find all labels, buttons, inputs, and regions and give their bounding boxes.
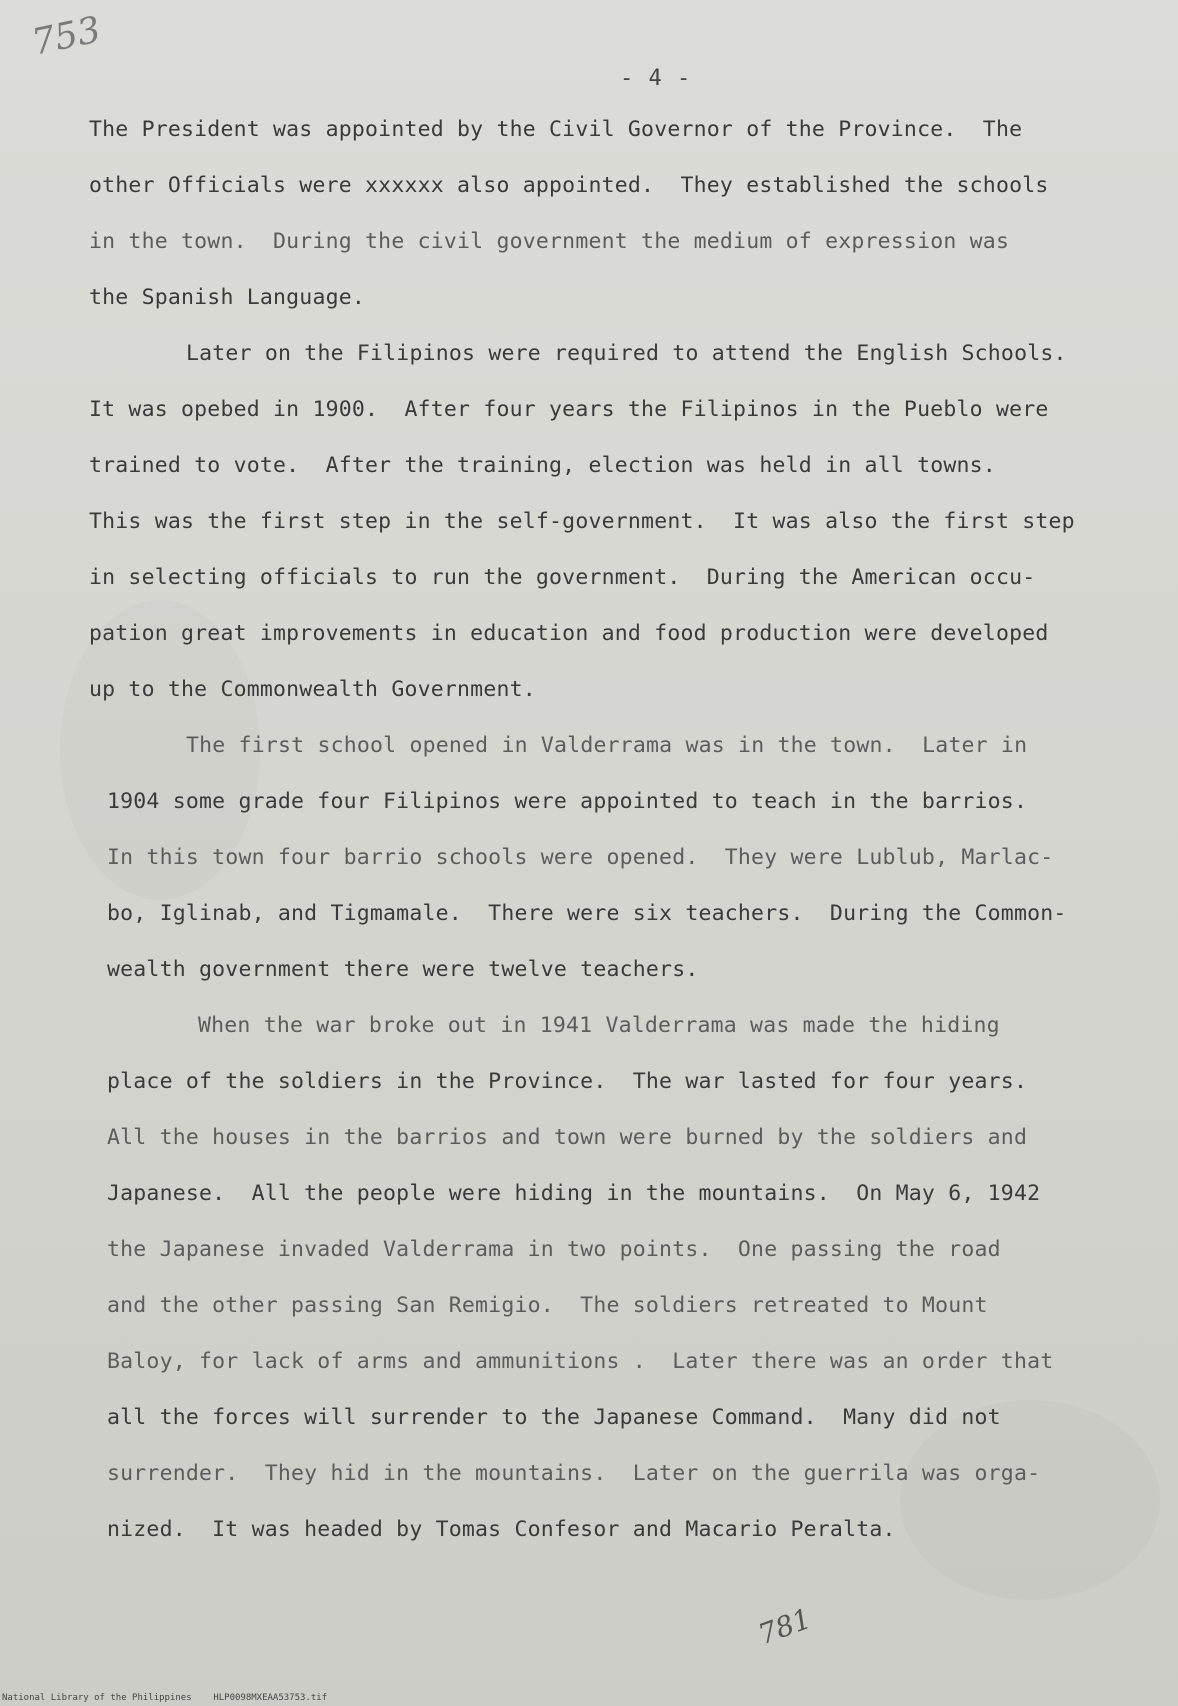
text-line: in selecting officials to run the government. During the American occu- (89, 565, 1036, 590)
text-line: When the war broke out in 1941 Valderrama was made the hiding (198, 1013, 1000, 1038)
text-line: place of the soldiers in the Province. The war lasted for four years. (107, 1069, 1028, 1094)
text-line: Baloy, for lack of arms and ammunitions . Later there was an order that (107, 1349, 1054, 1374)
handwritten-page-number: 753 (28, 9, 105, 64)
text-line: the Japanese invaded Valderrama in two points. One passing the road (107, 1237, 1001, 1262)
text-line: It was opebed in 1900. After four years the Filipinos in the Pueblo were (89, 397, 1049, 422)
text-line: The President was appointed by the Civil Governor of the Province. The (89, 117, 1023, 142)
page-number: - 4 - (620, 66, 692, 91)
text-line: bo, Iglinab, and Tigmamale. There were six teachers. During the Common- (107, 901, 1067, 926)
text-line: nized. It was headed by Tomas Confesor and Macario Peralta. (107, 1517, 896, 1542)
text-line: This was the first step in the self-government. It was also the first step (89, 509, 1075, 534)
scan-footer: National Library of the Philippines HLP0098MXEAA53753.tif (2, 1693, 328, 1703)
text-line: the Spanish Language. (89, 285, 366, 310)
text-line: in the town. During the civil government the medium of expression was (89, 229, 1010, 254)
text-line: wealth government there were twelve teachers. (107, 957, 699, 982)
handwritten-folio-number: 781 (753, 1601, 816, 1652)
text-line: surrender. They hid in the mountains. Later on the guerrila was orga- (107, 1461, 1041, 1486)
text-line: In this town four barrio schools were opened. They were Lublub, Marlac- (107, 845, 1054, 870)
text-line: and the other passing San Remigio. The soldiers retreated to Mount (107, 1293, 988, 1318)
text-line: 1904 some grade four Filipinos were appointed to teach in the barrios. (107, 789, 1028, 814)
text-line: all the forces will surrender to the Japanese Command. Many did not (107, 1405, 1001, 1430)
text-line: trained to vote. After the training, election was held in all towns. (89, 453, 996, 478)
text-line: Later on the Filipinos were required to attend the English Schools. (186, 341, 1067, 366)
text-line: other Officials were xxxxxx also appointed. They established the schools (89, 173, 1049, 198)
paper-stain (900, 1400, 1160, 1600)
text-line: pation great improvements in education and food production were developed (89, 621, 1049, 646)
text-line: All the houses in the barrios and town were burned by the soldiers and (107, 1125, 1028, 1150)
text-line: up to the Commonwealth Government. (89, 677, 536, 702)
text-line: The first school opened in Valderrama was in the town. Later in (186, 733, 1028, 758)
text-line: Japanese. All the people were hiding in the mountains. On May 6, 1942 (107, 1181, 1041, 1206)
